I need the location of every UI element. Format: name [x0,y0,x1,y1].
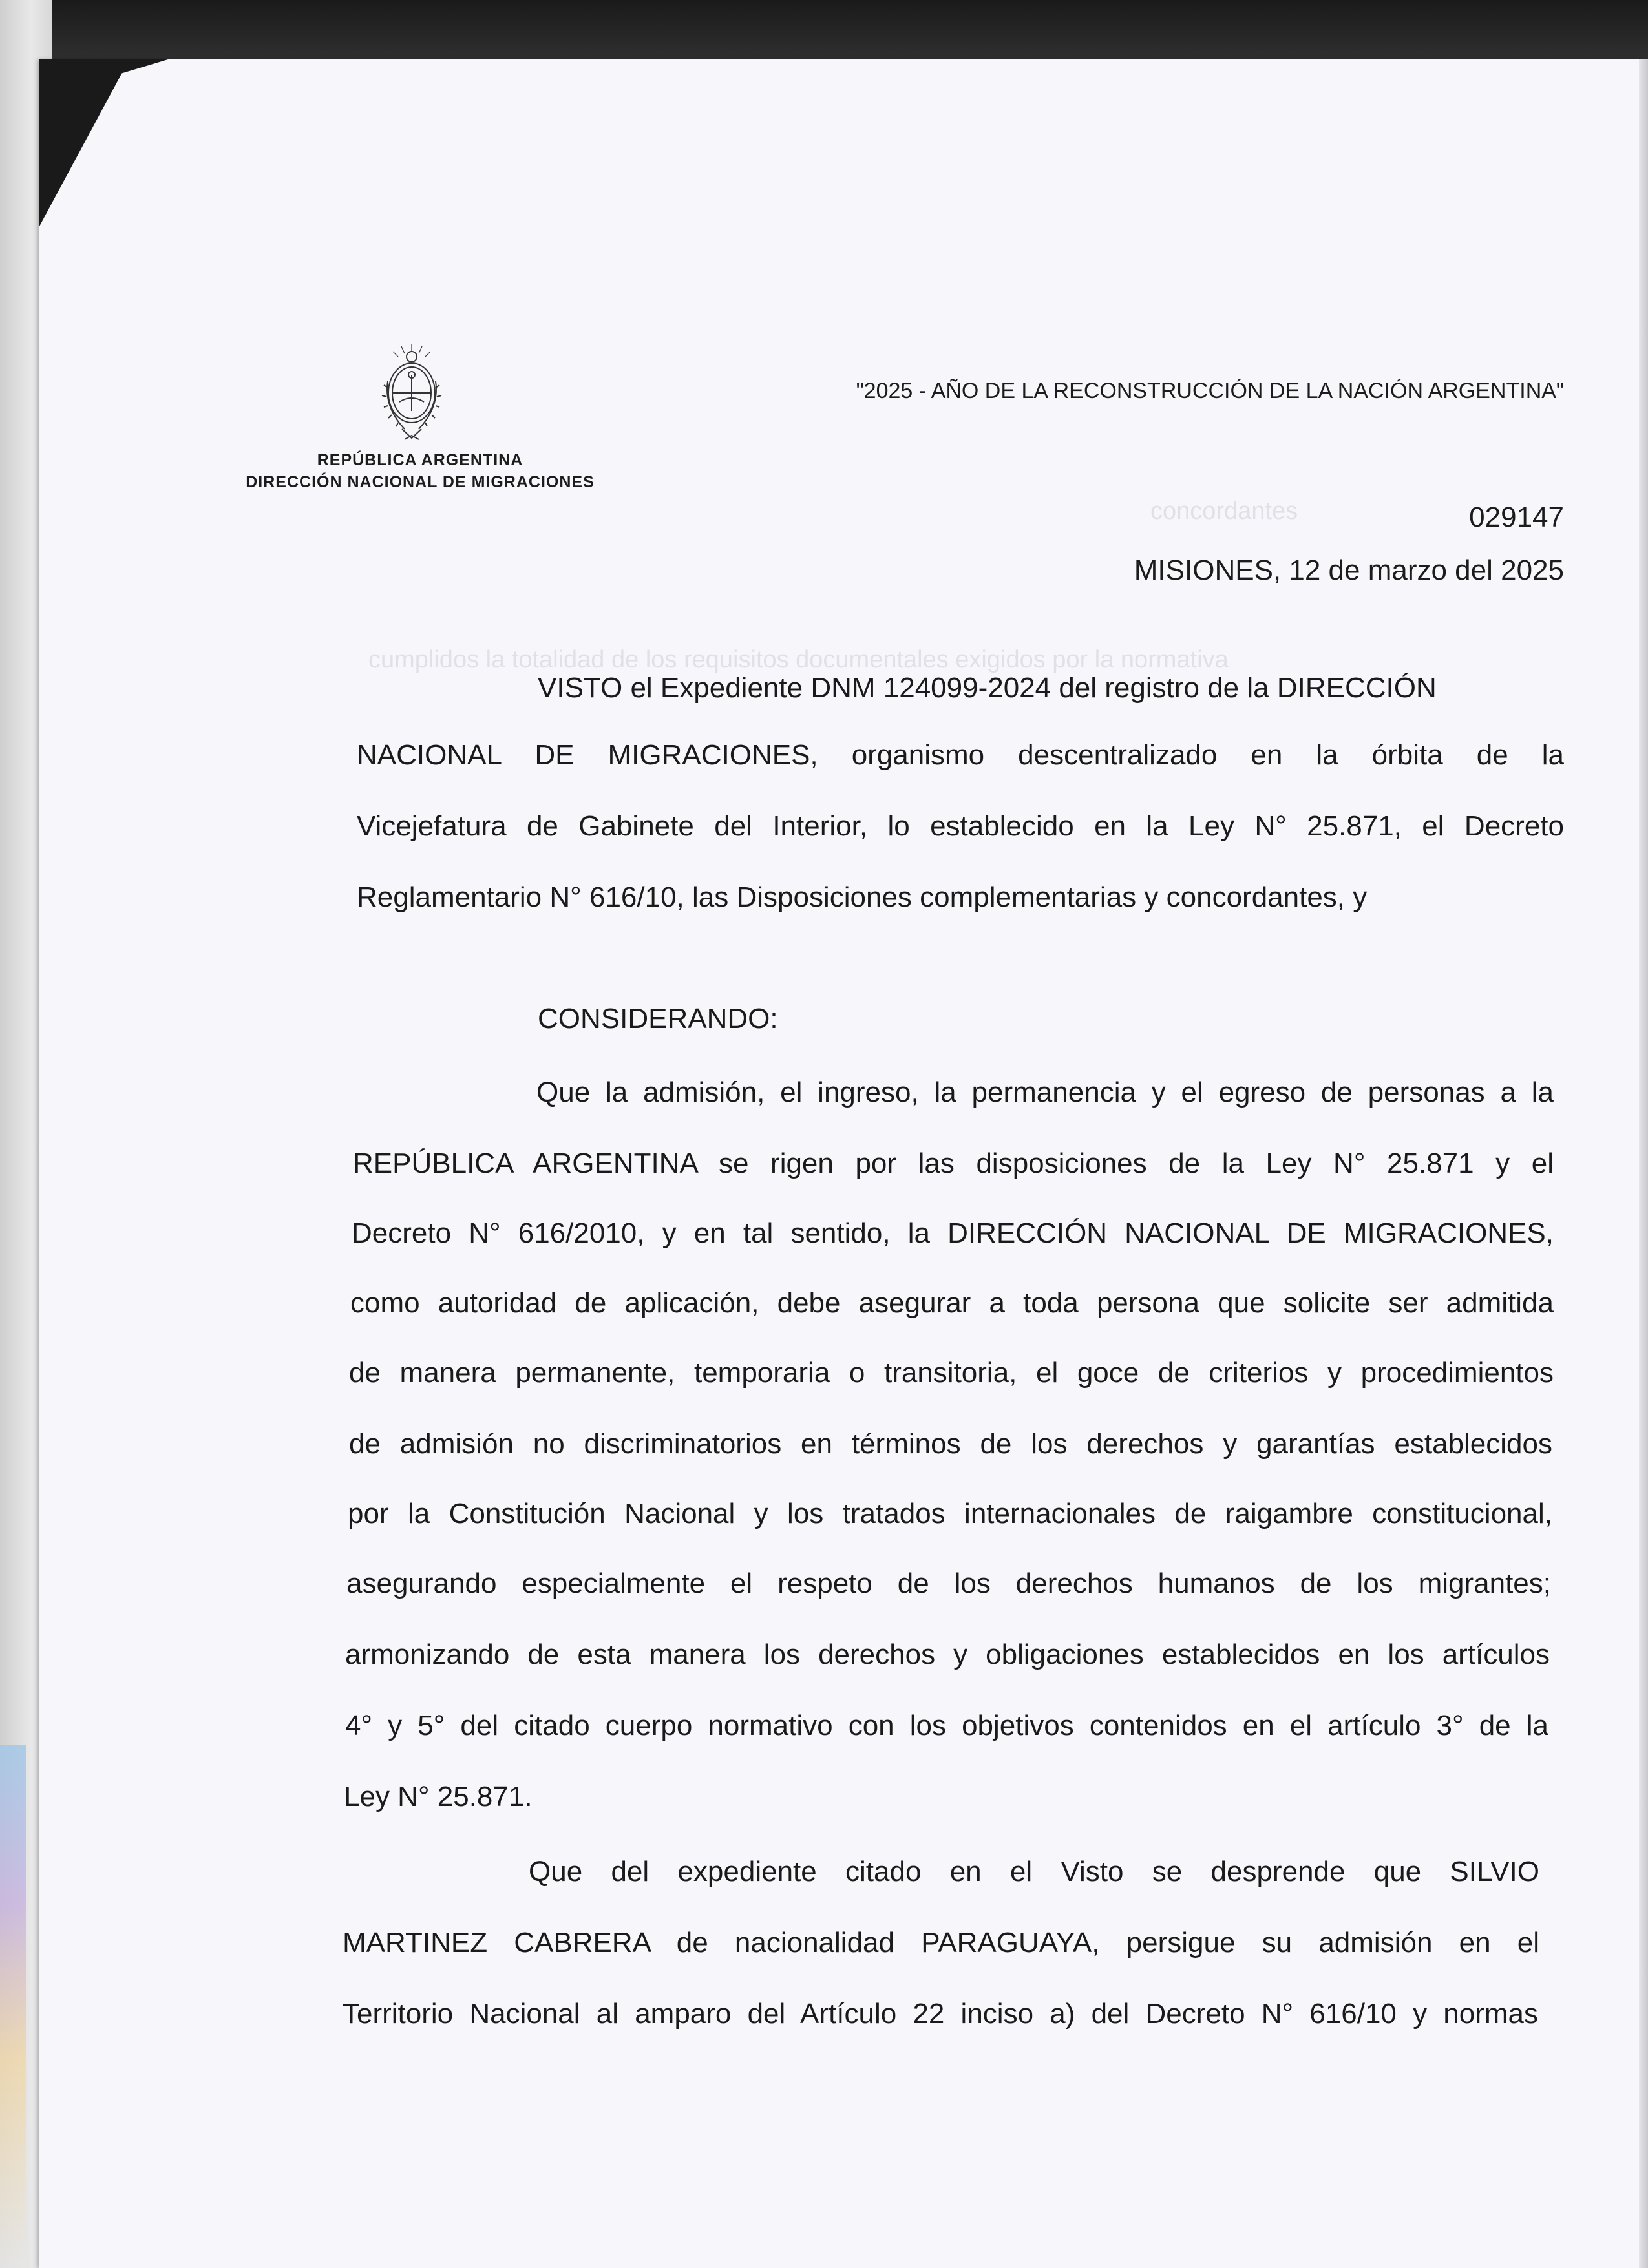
para1-line-5: de manera permanente, temporaria o transitoria, el goce de criterios y procedimientos [349,1357,1554,1389]
para1-line-4: como autoridad de aplicación, debe asegurar a toda persona que solicite ser admitida [350,1287,1554,1319]
document-number: 029147 [1469,501,1564,533]
visto-line-1: VISTO el Expediente DNM 124099-2024 del registro de la DIRECCIÓN [538,672,1437,704]
org-agency: DIRECCIÓN NACIONAL DE MIGRACIONES [246,473,595,491]
page-right-edge [1639,59,1648,2268]
coat-of-arms-icon [379,342,445,446]
year-motto: "2025 - AÑO DE LA RECONSTRUCCIÓN DE LA NACIÓN ARGENTINA" [856,379,1564,403]
para1-line-2: REPÚBLICA ARGENTINA se rigen por las disposiciones de la Ley N° 25.871 y el [353,1148,1554,1179]
visto-line-2: NACIONAL DE MIGRACIONES, organismo descentralizado en la órbita de la [357,739,1564,771]
para1-line-10: 4° y 5° del citado cuerpo normativo con los objetivos contenidos en el artículo 3° de la [345,1710,1548,1741]
para1-line-6: de admisión no discriminatorios en términos de los derechos y garantías establecidos [349,1428,1552,1460]
torn-corner-shadow [39,59,168,98]
para2-line-2: MARTINEZ CABRERA de nacionalidad PARAGUAYA, persigue su admisión en el [343,1927,1539,1958]
place-and-date: MISIONES, 12 de marzo del 2025 [1134,554,1564,586]
bleed-through: concordantes [1150,498,1298,525]
bleed-through: cumplidos la totalidad de los requisitos documentales exigidos por la normativa [368,646,1229,673]
para1-line-3: Decreto N° 616/2010, y en tal sentido, la DIRECCIÓN NACIONAL DE MIGRACIONES, [352,1217,1554,1249]
scan-color-artifact [0,1745,26,2268]
para2-line-1: Que del expediente citado en el Visto se desprende que SILVIO [529,1856,1539,1887]
para1-line-7: por la Constitución Nacional y los tratados internacionales de raigambre constitucional, [348,1498,1552,1529]
para1-line-11: Ley N° 25.871. [344,1781,533,1812]
para1-line-8: asegurando especialmente el respeto de los derechos humanos de los migrantes; [346,1568,1551,1599]
visto-line-4: Reglamentario N° 616/10, las Disposiciones complementarias y concordantes, y [357,881,1368,913]
considerando-heading: CONSIDERANDO: [538,1003,778,1034]
para2-line-3: Territorio Nacional al amparo del Artículo 22 inciso a) del Decreto N° 616/10 y normas [343,1998,1538,2030]
para1-line-1: Que la admisión, el ingreso, la permanencia y el egreso de personas a la [536,1076,1554,1108]
org-country: REPÚBLICA ARGENTINA [317,451,523,469]
visto-line-3: Vicejefatura de Gabinete del Interior, lo establecido en la Ley N° 25.871, el Decreto [357,810,1564,842]
para1-line-9: armonizando de esta manera los derechos y obligaciones establecidos en los artículos [345,1639,1550,1670]
